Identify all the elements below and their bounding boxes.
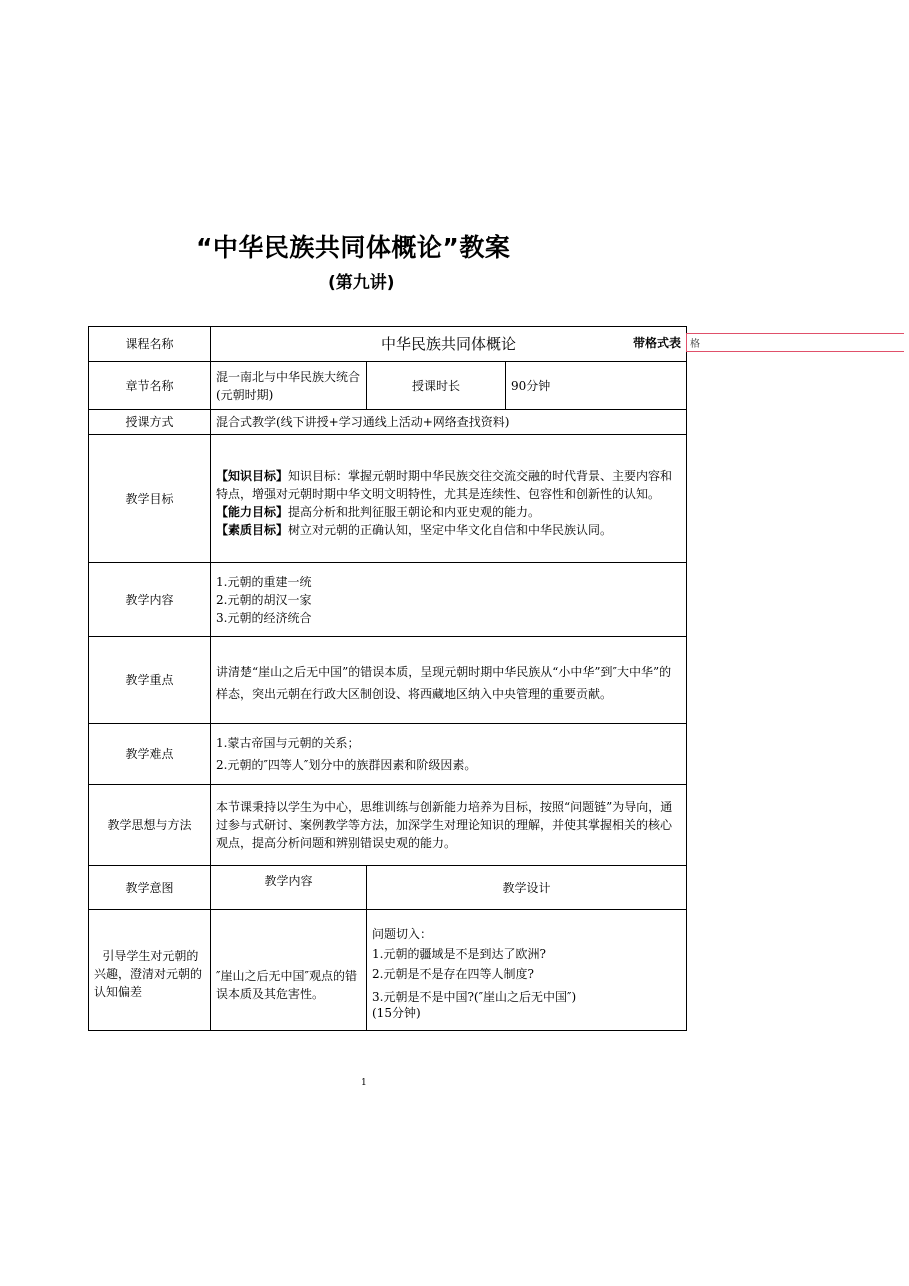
duration-value: 90分钟: [506, 362, 687, 410]
lesson-plan-table: [88, 326, 687, 1031]
row-content-cell: ″崖山之后无中国″观点的错误本质及其危害性。: [211, 910, 367, 1031]
goals-label: 教学目标: [89, 435, 211, 563]
quality-goal: 【素质目标】树立对元朝的正确认知，坚定中华文化自信和中华民族认同。: [216, 522, 613, 537]
format-annotation-text: 格: [690, 339, 700, 350]
content-label: 教学内容: [89, 563, 211, 637]
design-line: 1.元朝的疆域是不是到达了欧洲?: [372, 947, 546, 961]
document-subtitle: (第九讲): [328, 273, 395, 293]
content-cell: [211, 563, 687, 637]
revision-mark-line: [686, 333, 904, 334]
difficulty-item: 1.蒙古帝国与元朝的关系；: [216, 736, 360, 750]
difficulty-label: 教学难点: [89, 724, 211, 785]
goals-cell: [211, 435, 687, 563]
col-content-header: 教学内容: [211, 866, 367, 910]
course-name-label: 课程名称: [89, 327, 211, 362]
thought-label: 教学思想与方法: [89, 785, 211, 866]
duration-label: 授课时长: [367, 362, 506, 410]
ability-goal: 【能力目标】提高分析和批判征服王朝论和内亚史观的能力。: [216, 504, 541, 519]
design-line: 问题切入：: [372, 927, 433, 941]
page-number: 1: [361, 1078, 367, 1088]
revision-mark-line: [686, 351, 904, 352]
document-title: “中华民族共同体概论”教案: [196, 233, 511, 262]
table-row: [89, 910, 687, 1031]
focus-value: 讲清楚“崖山之后无中国”的错误本质，呈现元朝时期中华民族从“小中华”到″大中华”的样态，突出元朝在行政大区制创设、将西藏地区纳入中央管理的重要贡献。: [211, 637, 687, 724]
content-item: 2.元朝的胡汉一家: [216, 592, 312, 607]
format-annotation-label: 带格式表: [633, 336, 682, 350]
difficulty-item: 2.元朝的″四等人″划分中的族群因素和阶级因素。: [216, 758, 477, 772]
design-line: (15分钟): [372, 1006, 421, 1020]
intent-cell: 引导学生对元朝的兴趣，澄清对元朝的认知偏差: [89, 910, 211, 1031]
design-line: 2.元朝是不是存在四等人制度?: [372, 967, 534, 981]
design-cell: [367, 910, 687, 1031]
focus-label: 教学重点: [89, 637, 211, 724]
col-intent-header: 教学意图: [89, 866, 211, 910]
content-item: 1.元朝的重建一统: [216, 574, 312, 589]
method-value: 混合式教学(线下讲授+学习通线上活动+网络查找资料): [211, 410, 687, 435]
chapter-value: 混一南北与中华民族大统合(元朝时期): [211, 362, 367, 410]
design-line: 3.元朝是不是中国?(″崖山之后无中国″): [372, 990, 577, 1004]
chapter-label: 章节名称: [89, 362, 211, 410]
thought-value: 本节课秉持以学生为中心，思维训练与创新能力培养为目标，按照“问题链”为导向，通过参与式研讨、案例教学等方法，加深学生对理论知识的理解，并使其掌握相关的核心观点，提高分析问题和辨别错误史观的能力。: [211, 785, 687, 866]
course-name-value: 中华民族共同体概论: [211, 327, 687, 362]
col-design-header: 教学设计: [367, 866, 687, 910]
content-item: 3.元朝的经济统合: [216, 610, 312, 625]
method-label: 授课方式: [89, 410, 211, 435]
knowledge-goal: 【知识目标】知识目标：掌握元朝时期中华民族交往交流交融的时代背景、主要内容和特点，增强对元朝时期中华文明文明特性，尤其是连续性、包容性和创新性的认知。: [216, 468, 673, 501]
revision-mark-connector: [686, 333, 687, 351]
difficulty-cell: [211, 724, 687, 785]
